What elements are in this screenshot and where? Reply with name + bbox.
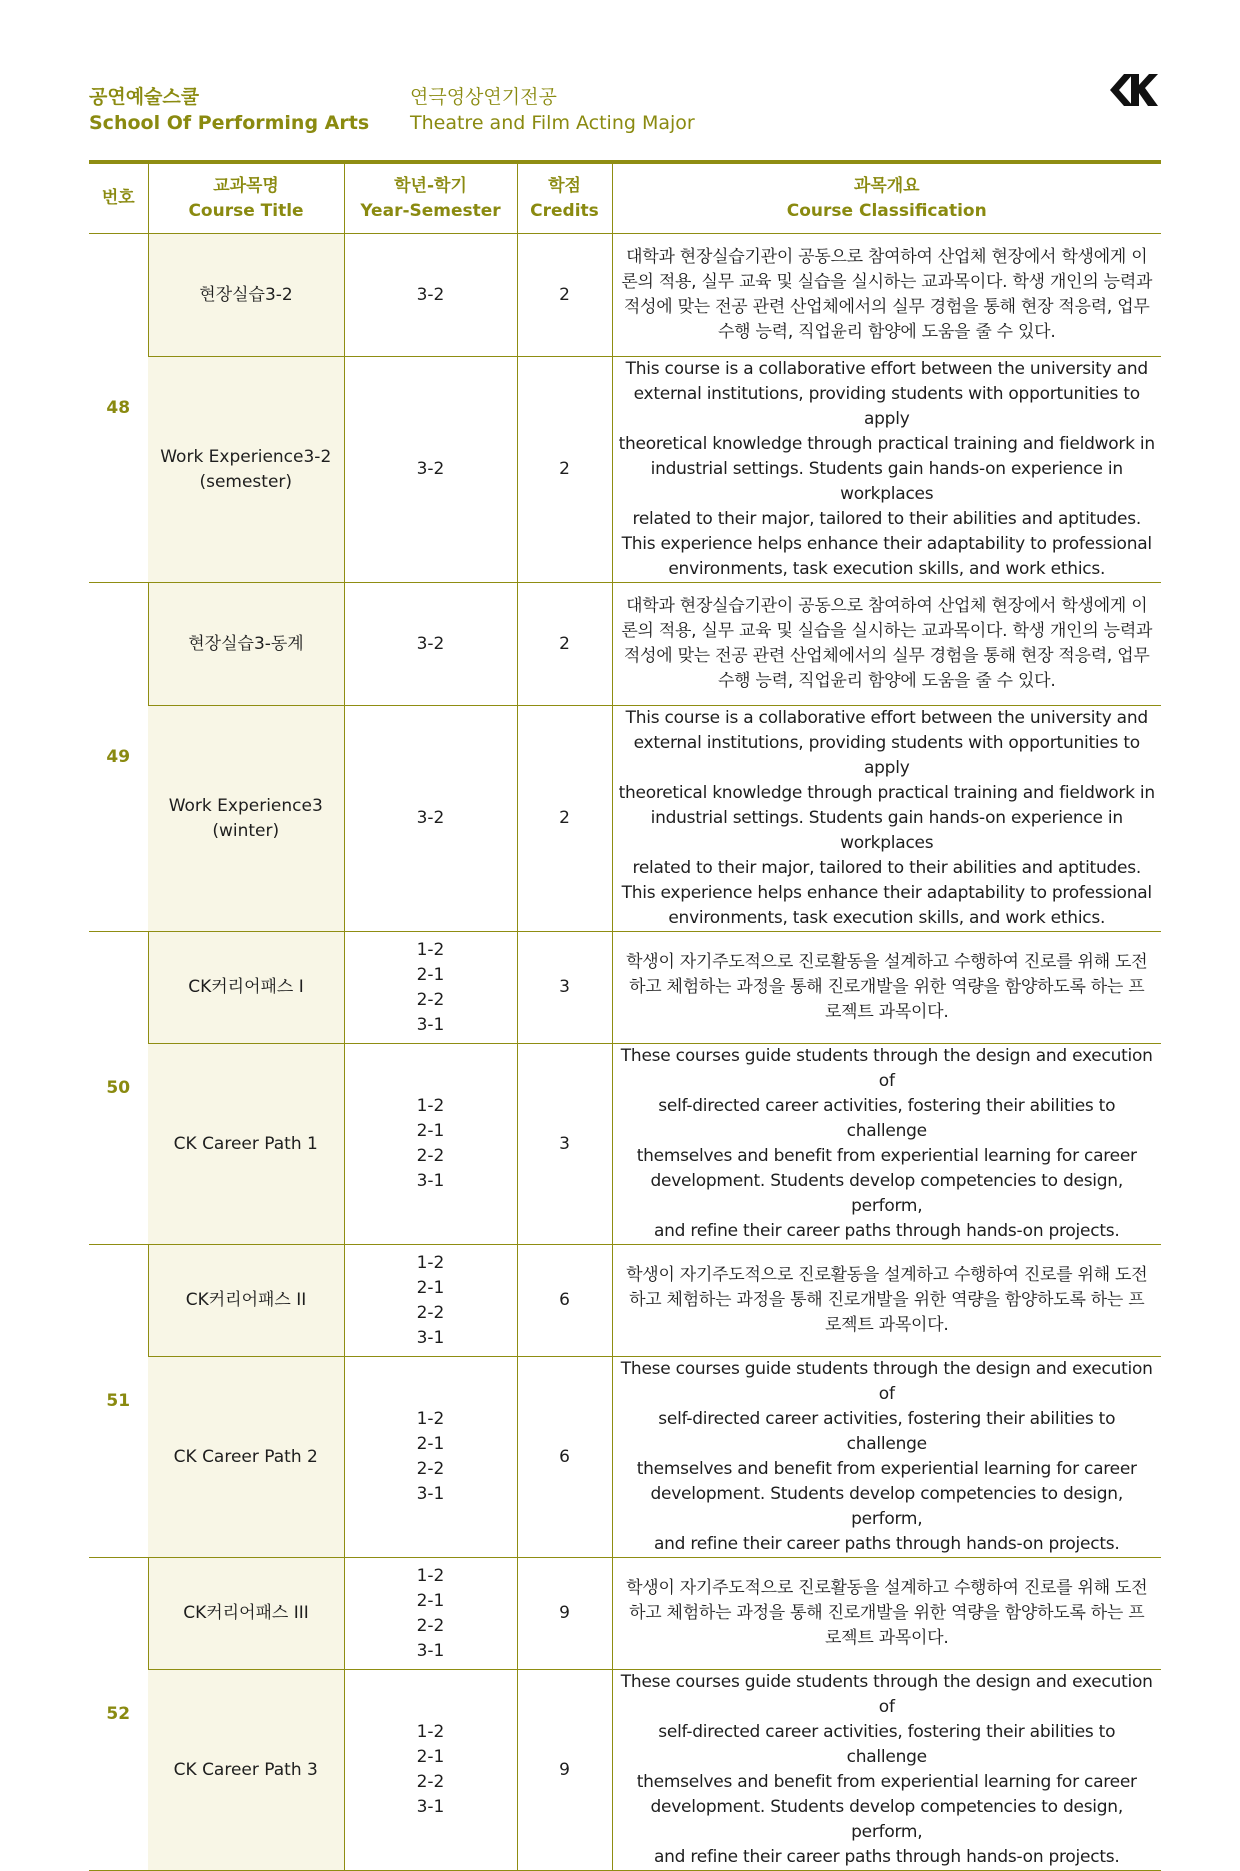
course-year-semester: [344, 583, 517, 706]
year-semester-value: 2-1: [416, 1590, 445, 1611]
course-year-semester: [344, 357, 517, 583]
major-name-ko: 연극영상연기전공: [410, 86, 557, 108]
course-title: [148, 1357, 344, 1558]
description-line: 대학과 현장실습기관이 공동으로 참여하여 산업체 현장에서 학생에게 이: [626, 247, 1148, 267]
course-year-semester: [344, 1670, 517, 1871]
description-line: 수행 능력, 직업윤리 함양에 도움을 줄 수 있다.: [718, 322, 1056, 342]
description-line: self-directed career activities, fostering their abilities to challenge: [658, 1722, 1116, 1767]
course-description: [612, 1558, 1161, 1670]
course-description: [612, 1245, 1161, 1357]
course-description: [612, 706, 1161, 932]
description-line: related to their major, tailored to their abilities and aptitudes.: [632, 858, 1142, 878]
description-line: themselves and benefit from experiential learning for career: [636, 1146, 1137, 1166]
course-credits: 3: [517, 932, 612, 1044]
course-title-line: CK Career Path 3: [173, 1759, 318, 1780]
year-semester-value: 2-2: [416, 1459, 445, 1479]
description-line: 하고 체험하는 과정을 통해 진로개발을 위한 역량을 함양하도록 하는 프: [629, 1290, 1145, 1310]
table-row: [89, 1357, 1161, 1558]
year-semester-value: 1-2: [416, 1096, 445, 1116]
course-title: [148, 1670, 344, 1871]
table-row: [89, 1044, 1161, 1245]
description-line: 적성에 맞는 전공 관련 산업체에서의 실무 경험을 통해 현장 적응력, 업무: [623, 646, 1150, 666]
description-line: and refine their career paths through hands-on projects.: [653, 1534, 1120, 1554]
year-semester-value: 2-1: [416, 1747, 445, 1767]
year-semester-value: 1-2: [416, 1409, 445, 1429]
description-line: 수행 능력, 직업윤리 함양에 도움을 줄 수 있다.: [718, 671, 1056, 691]
course-title: [148, 357, 344, 583]
year-semester-value: 1-2: [416, 1565, 445, 1586]
year-semester-value: 2-2: [416, 1772, 445, 1792]
course-number: 52: [89, 1558, 148, 1871]
course-credits: 2: [517, 234, 612, 357]
description-line: This experience helps enhance their adaptability to professional: [621, 534, 1152, 554]
description-line: This experience helps enhance their adaptability to professional: [621, 883, 1152, 903]
table-row: [89, 583, 1161, 706]
description-line: theoretical knowledge through practical training and fieldwork in: [618, 783, 1155, 803]
course-year-semester: [344, 1357, 517, 1558]
course-title-line: CK커리어패스 I: [188, 977, 304, 997]
table-row: [89, 1670, 1161, 1871]
table-row: [89, 706, 1161, 932]
course-description: [612, 357, 1161, 583]
description-line: 대학과 현장실습기관이 공동으로 참여하여 산업체 현장에서 학생에게 이: [626, 596, 1148, 616]
year-semester-value: 2-2: [416, 989, 445, 1010]
description-line: themselves and benefit from experiential learning for career: [636, 1459, 1137, 1479]
year-semester-value: 3-1: [416, 1797, 445, 1817]
year-semester-value: 3-2: [416, 459, 445, 479]
course-year-semester: [344, 1245, 517, 1357]
course-description: [612, 932, 1161, 1044]
year-semester-value: 2-2: [416, 1615, 445, 1636]
course-year-semester: [344, 1044, 517, 1245]
description-line: 학생이 자기주도적으로 진로활동을 설계하고 수행하여 진로를 위해 도전: [626, 952, 1148, 972]
year-semester-value: 1-2: [416, 1252, 445, 1273]
course-year-semester: [344, 932, 517, 1044]
table-row: [89, 357, 1161, 583]
year-semester-value: 1-2: [416, 1722, 445, 1742]
school-name-ko: 공연예술스쿨: [89, 86, 200, 108]
course-title-line: (winter): [212, 820, 280, 841]
course-credits: 6: [517, 1357, 612, 1558]
description-line: environments, task execution skills, and work ethics.: [668, 559, 1106, 579]
course-title-line: 현장실습3-2: [199, 284, 293, 305]
table-header-row: [89, 164, 1161, 234]
year-semester-value: 3-2: [416, 808, 445, 828]
description-line: 론의 적용, 실무 교육 및 실습을 실시하는 교과목이다. 학생 개인의 능력과: [621, 621, 1153, 641]
course-title: [148, 1558, 344, 1670]
major-name: [410, 84, 695, 136]
course-credits: 9: [517, 1558, 612, 1670]
year-semester-value: 2-1: [416, 964, 445, 985]
course-number: 48: [89, 234, 148, 583]
course-year-semester: [344, 1558, 517, 1670]
description-line: environments, task execution skills, and work ethics.: [668, 908, 1106, 928]
description-line: and refine their career paths through hands-on projects.: [653, 1847, 1120, 1867]
description-line: and refine their career paths through hands-on projects.: [653, 1221, 1120, 1241]
table-row: [89, 234, 1161, 357]
course-title-line: Work Experience3-2: [160, 446, 332, 467]
description-line: theoretical knowledge through practical training and fieldwork in: [618, 434, 1155, 454]
description-line: industrial settings. Students gain hands-on experience in workplaces: [650, 459, 1123, 504]
course-credits: 2: [517, 357, 612, 583]
col-header-number: 번호: [89, 164, 148, 234]
year-semester-value: 3-1: [416, 1171, 445, 1191]
description-line: 론의 적용, 실무 교육 및 실습을 실시하는 교과목이다. 학생 개인의 능력과: [621, 272, 1153, 292]
year-semester-value: 2-2: [416, 1302, 445, 1323]
description-line: 하고 체험하는 과정을 통해 진로개발을 위한 역량을 함양하도록 하는 프: [629, 1603, 1145, 1623]
course-title-line: Work Experience3: [168, 795, 323, 816]
year-semester-value: 2-1: [416, 1277, 445, 1298]
course-title: [148, 234, 344, 357]
description-line: development. Students develop competencies to design, perform,: [650, 1797, 1123, 1842]
year-semester-value: 3-2: [416, 633, 445, 654]
description-line: 로젝트 과목이다.: [824, 1002, 949, 1022]
description-line: These courses guide students through the design and execution of: [620, 1046, 1153, 1091]
course-title-line: CK Career Path 2: [173, 1446, 318, 1467]
year-semester-value: 2-2: [416, 1146, 445, 1166]
course-year-semester: [344, 706, 517, 932]
course-description: [612, 583, 1161, 706]
course-title: [148, 583, 344, 706]
description-line: self-directed career activities, fostering their abilities to challenge: [658, 1409, 1116, 1454]
course-title: [148, 706, 344, 932]
description-line: This course is a collaborative effort between the university and: [625, 359, 1148, 379]
course-credits: 2: [517, 583, 612, 706]
course-credits: 2: [517, 706, 612, 932]
course-credits: 3: [517, 1044, 612, 1245]
description-line: 적성에 맞는 전공 관련 산업체에서의 실무 경험을 통해 현장 적응력, 업무: [623, 297, 1150, 317]
year-semester-value: 3-2: [416, 284, 445, 305]
course-description: [612, 1670, 1161, 1871]
description-line: industrial settings. Students gain hands-on experience in workplaces: [650, 808, 1123, 853]
course-title-line: (semester): [199, 471, 293, 492]
course-title-line: 현장실습3-동계: [188, 633, 304, 654]
year-semester-value: 2-1: [416, 1434, 445, 1454]
col-header-title: 교과목명 Course Title: [148, 164, 344, 234]
description-line: self-directed career activities, fostering their abilities to challenge: [658, 1096, 1116, 1141]
course-table: [89, 164, 1161, 1871]
table-row: [89, 1245, 1161, 1357]
description-line: external institutions, providing students with opportunities to apply: [633, 733, 1140, 778]
course-number: 51: [89, 1245, 148, 1558]
description-line: 학생이 자기주도적으로 진로활동을 설계하고 수행하여 진로를 위해 도전: [626, 1578, 1148, 1598]
year-semester-value: 3-1: [416, 1484, 445, 1504]
year-semester-value: 2-1: [416, 1121, 445, 1141]
description-line: development. Students develop competencies to design, perform,: [650, 1171, 1123, 1216]
course-title: [148, 1044, 344, 1245]
course-description: [612, 234, 1161, 357]
description-line: 학생이 자기주도적으로 진로활동을 설계하고 수행하여 진로를 위해 도전: [626, 1265, 1148, 1285]
description-line: These courses guide students through the design and execution of: [620, 1359, 1153, 1404]
school-name: [89, 84, 369, 136]
course-title: [148, 1245, 344, 1357]
year-semester-value: 3-1: [416, 1640, 445, 1661]
year-semester-value: 1-2: [416, 939, 445, 960]
ck-logo-icon: [1100, 70, 1160, 110]
description-line: themselves and benefit from experiential learning for career: [636, 1772, 1137, 1792]
table-row: [89, 932, 1161, 1044]
description-line: 하고 체험하는 과정을 통해 진로개발을 위한 역량을 함양하도록 하는 프: [629, 977, 1145, 997]
course-title-line: CK커리어패스 II: [185, 1290, 307, 1310]
col-header-year: 학년-학기 Year-Semester: [344, 164, 517, 234]
course-number: 50: [89, 932, 148, 1245]
description-line: 로젝트 과목이다.: [824, 1628, 949, 1648]
course-number: 49: [89, 583, 148, 932]
course-credits: 6: [517, 1245, 612, 1357]
course-credits: 9: [517, 1670, 612, 1871]
school-name-en: School Of Performing Arts: [89, 112, 370, 134]
col-header-credits: 학점 Credits: [517, 164, 612, 234]
course-title-line: CK커리어패스 III: [183, 1603, 309, 1623]
description-line: development. Students develop competencies to design, perform,: [650, 1484, 1123, 1529]
course-description: [612, 1357, 1161, 1558]
description-line: 로젝트 과목이다.: [824, 1315, 949, 1335]
course-description: [612, 1044, 1161, 1245]
description-line: external institutions, providing students with opportunities to apply: [633, 384, 1140, 429]
year-semester-value: 3-1: [416, 1014, 445, 1035]
course-title-line: CK Career Path 1: [173, 1133, 318, 1154]
col-header-description: 과목개요 Course Classification: [612, 164, 1161, 234]
course-year-semester: [344, 234, 517, 357]
description-line: related to their major, tailored to their abilities and aptitudes.: [632, 509, 1142, 529]
table-row: [89, 1558, 1161, 1670]
description-line: These courses guide students through the design and execution of: [620, 1672, 1153, 1717]
course-title: [148, 932, 344, 1044]
description-line: This course is a collaborative effort between the university and: [625, 708, 1148, 728]
year-semester-value: 3-1: [416, 1327, 445, 1348]
major-name-en: Theatre and Film Acting Major: [410, 112, 695, 134]
